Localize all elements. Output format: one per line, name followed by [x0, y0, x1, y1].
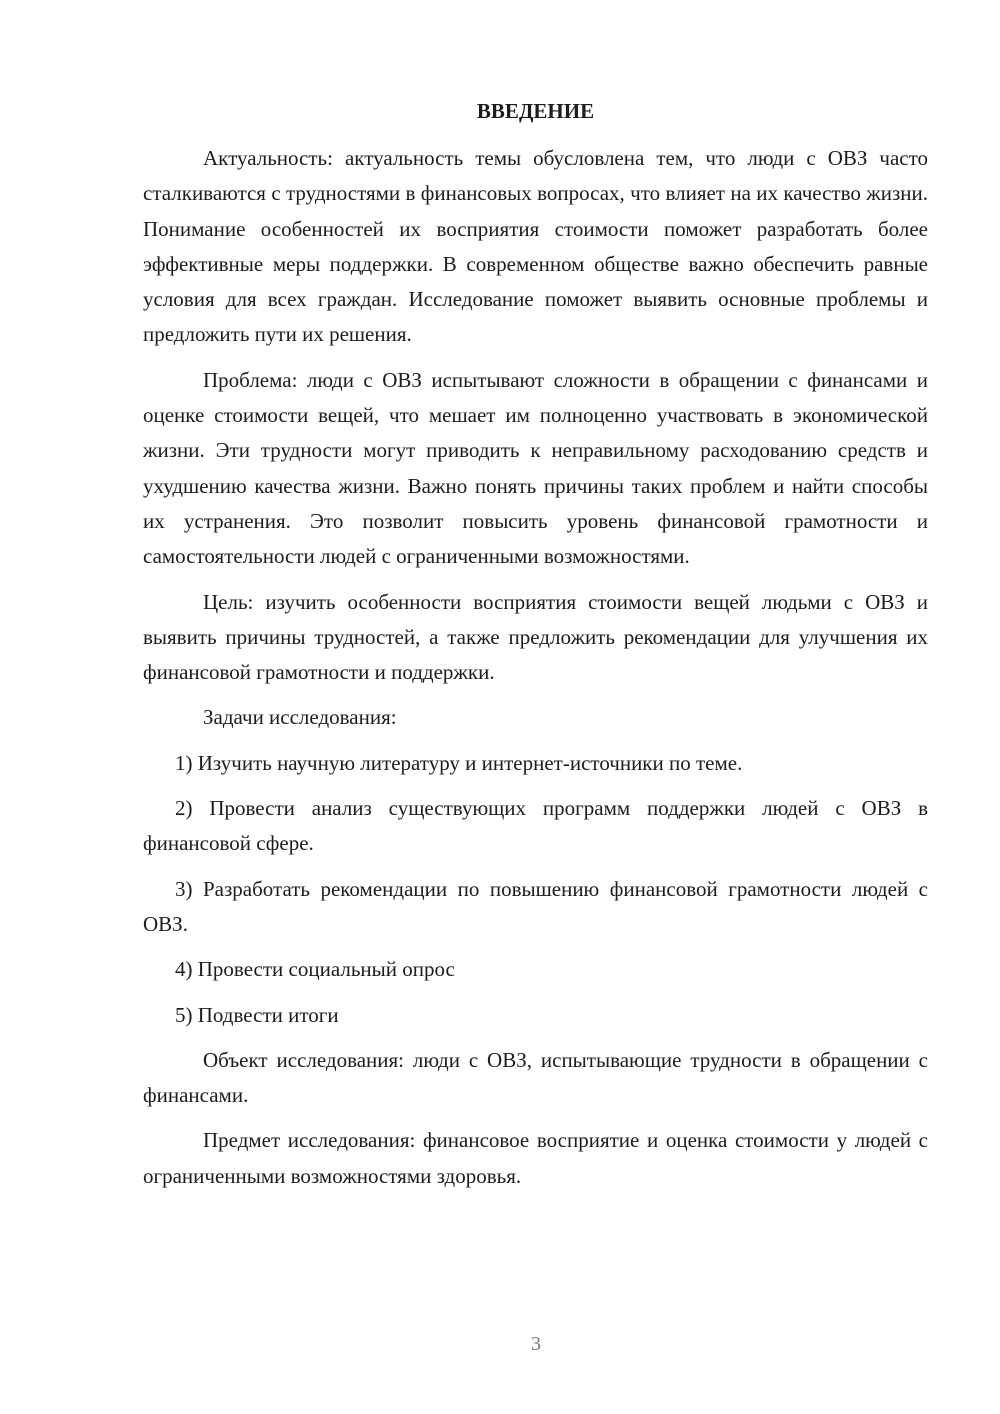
- task-item-4: 4) Провести социальный опрос: [175, 957, 455, 982]
- paragraph-object: Объект исследования: люди с ОВЗ, испытывающие трудности в обращении с финансами.: [143, 1047, 928, 1108]
- task-item-5: 5) Подвести итоги: [175, 1002, 339, 1027]
- task-item-3: 3) Разработать рекомендации по повышению финансовой грамотности людей с ОВЗ.: [143, 876, 928, 936]
- document-page: [143, 94, 928, 1204]
- paragraph-goal: Цель: изучить особенности восприятия стоимости вещей людьми с ОВЗ и выявить причины трудностей, а также предложить рекомендации для улучшения их финансовой грамотности и поддержки.: [143, 589, 928, 685]
- paragraph-subject: Предмет исследования: финансовое восприятие и оценка стоимости у людей с ограниченными возможностями здоровья.: [143, 1128, 928, 1188]
- task-item-1: 1) Изучить научную литературу и интернет-источники по теме.: [175, 750, 743, 775]
- tasks-heading: Задачи исследования:: [203, 705, 397, 730]
- page-number: 3: [531, 1333, 541, 1355]
- paragraph-relevance: Актуальность: актуальность темы обусловлена тем, что люди с ОВЗ часто сталкиваются с трудностями в финансовых вопросах, что влияет на их качество жизни. Понимание особенностей их восприятия стоимости поможет разработать более эффективные меры поддержки. В современном обществе важно обеспечить равные условия для всех граждан. Исследование поможет выявить основные проблемы и предложить пути их решения.: [143, 146, 928, 347]
- page-title: ВВЕДЕНИЕ: [476, 99, 595, 123]
- task-item-2: 2) Провести анализ существующих программ поддержки людей с ОВЗ в финансовой сфере.: [143, 796, 928, 856]
- paragraph-problem: Проблема: люди с ОВЗ испытывают сложности в обращении с финансами и оценке стоимости вещей, что мешает им полноценно участвовать в экономической жизни. Эти трудности могут приводить к неправильному расходованию средств и ухудшению качества жизни. Важно понять причины таких проблем и найти способы их устранения. Это позволит повысить уровень финансовой грамотности и самостоятельности людей с ограниченными возможностями.: [143, 367, 928, 569]
